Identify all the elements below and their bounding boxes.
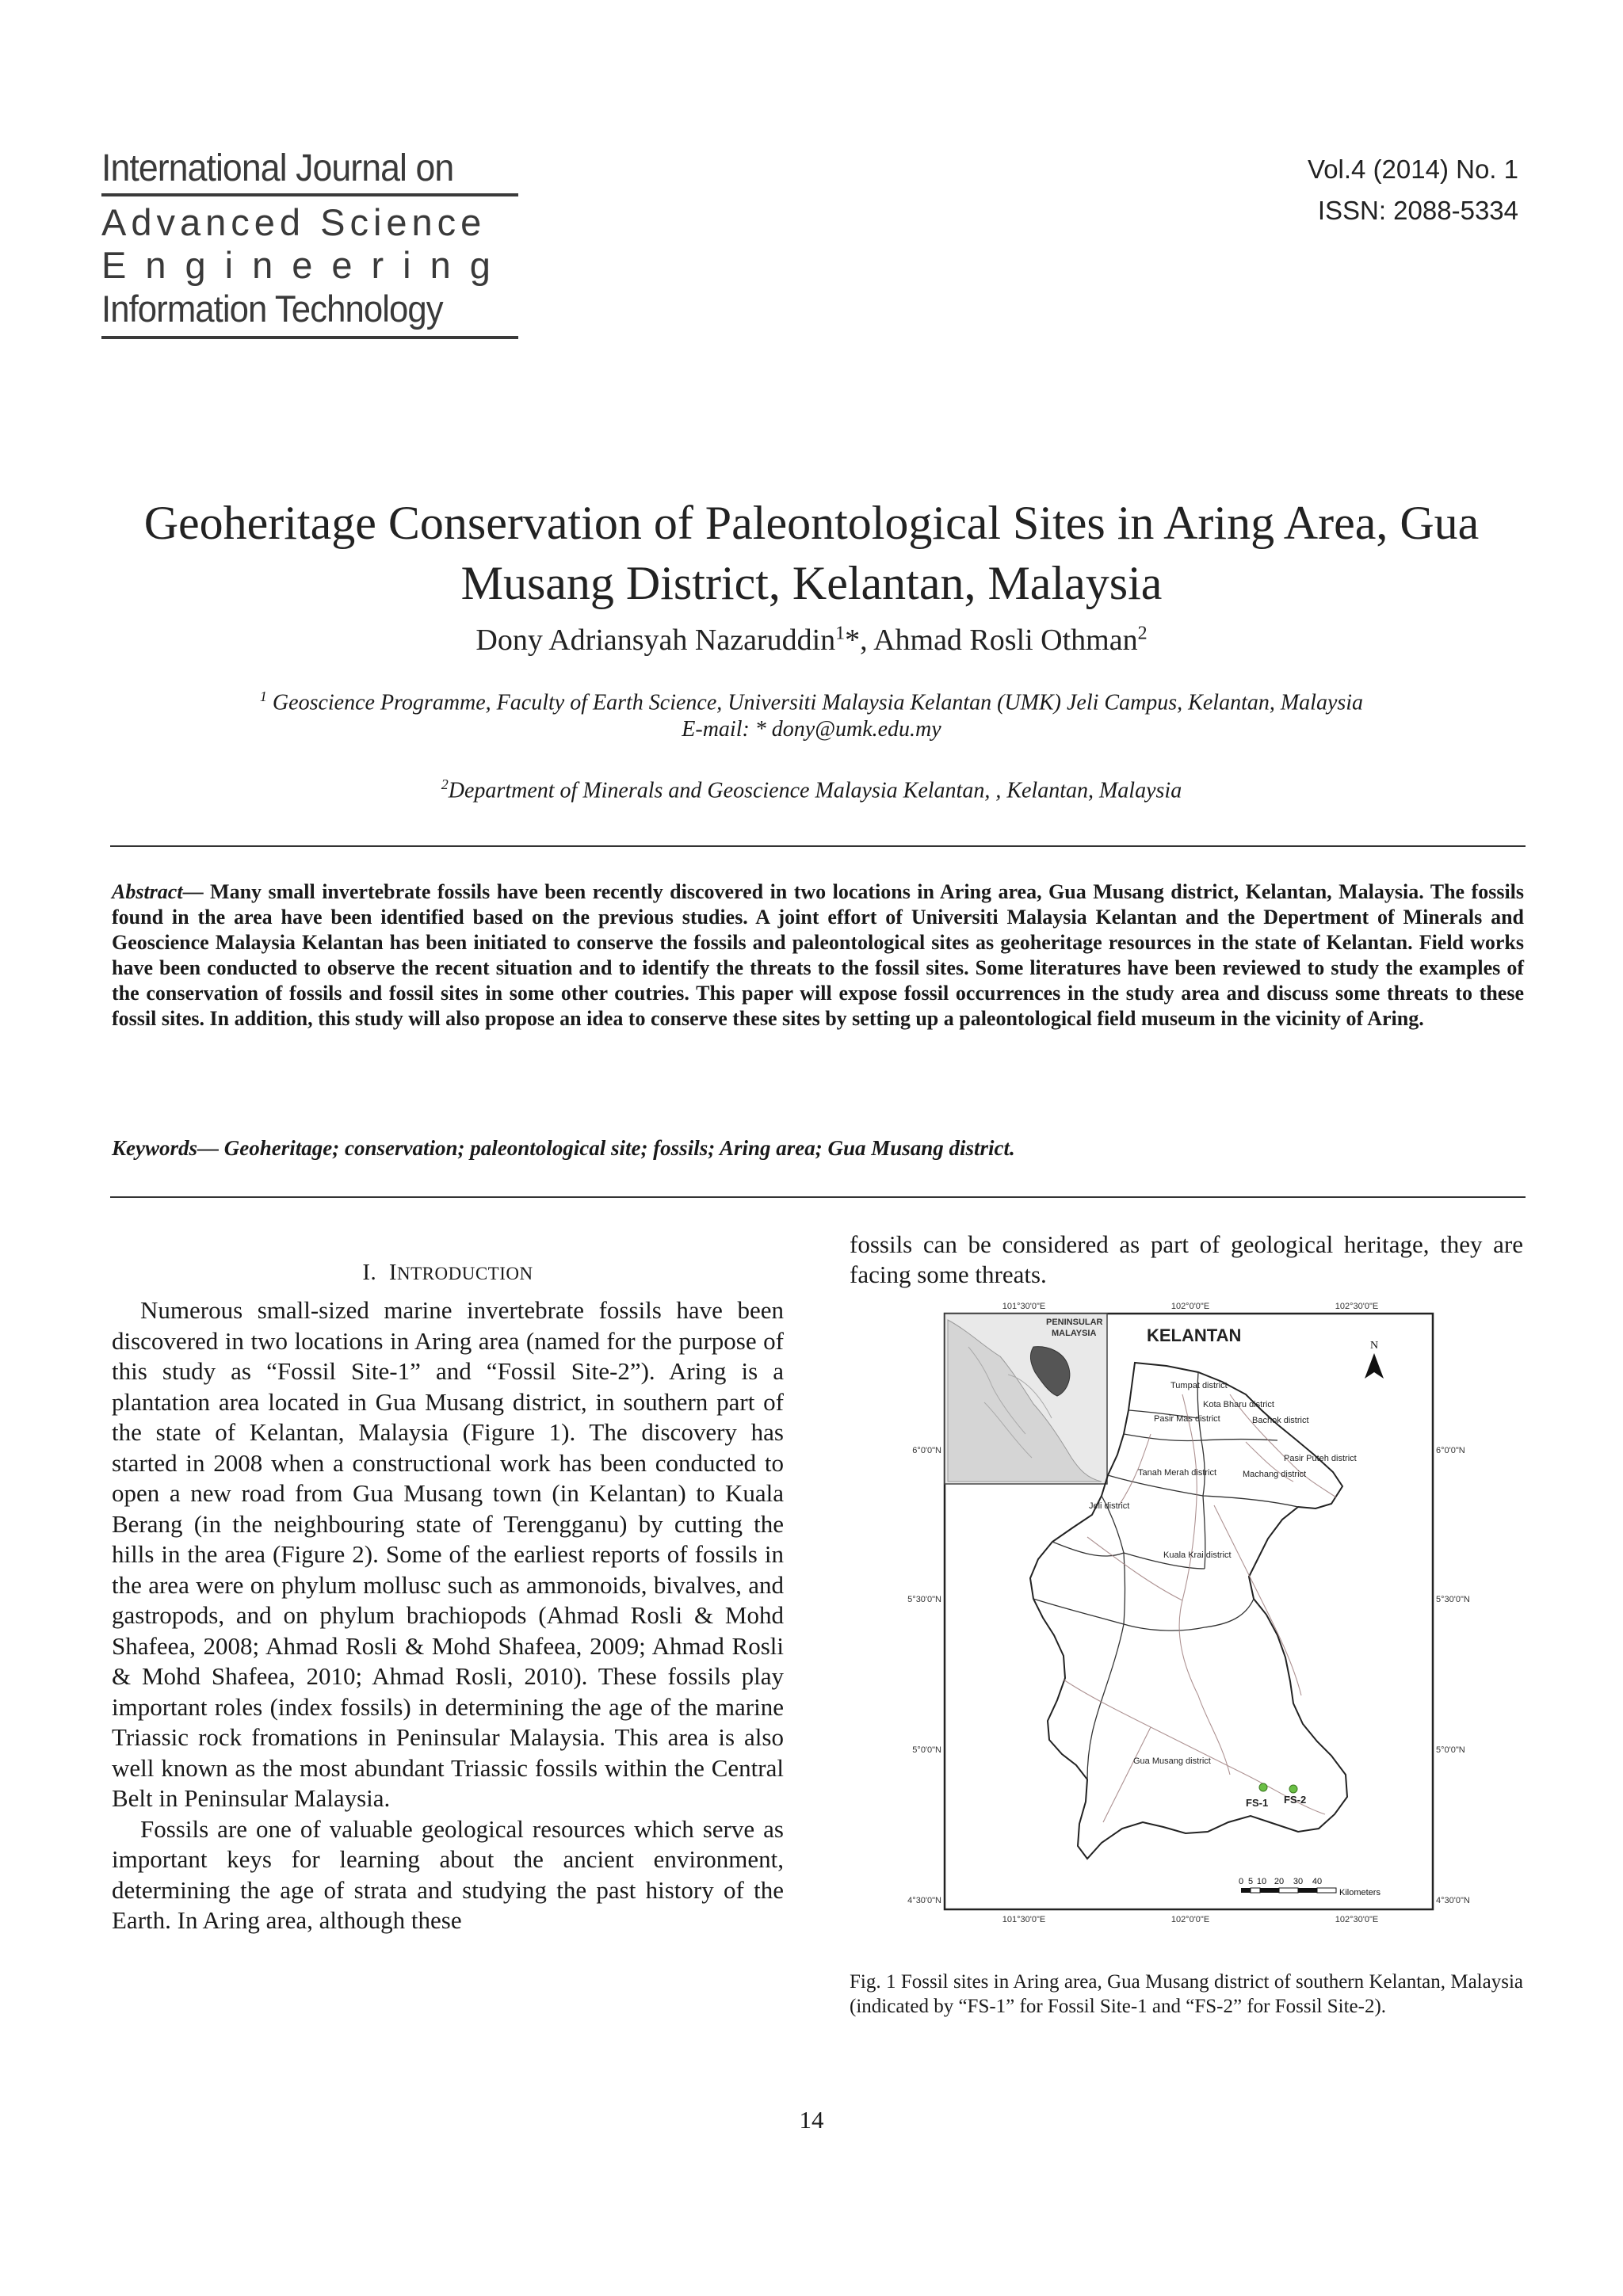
lon-label-top-1: 101°30'0"E — [1002, 1302, 1046, 1311]
section-title-rest: NTRODUCTION — [396, 1264, 533, 1283]
section-number: I. — [362, 1260, 377, 1285]
author-list — [0, 623, 1623, 658]
keywords: Keywords— Geoheritage; conservation; paleontological site; fossils; Aring area; Gua Musang district. — [112, 1136, 1015, 1160]
district-kuala-krai: Kuala Krai district — [1163, 1550, 1232, 1560]
fossil-site-2-label: FS-2 — [1284, 1794, 1307, 1806]
abstract-dash: — — [182, 880, 211, 903]
logo-line-3: Engineering — [101, 244, 510, 286]
lon-label-top-3: 102°30'0"E — [1335, 1302, 1379, 1311]
divider-top — [110, 845, 1526, 847]
issn: ISSN: 2088-5334 — [1317, 196, 1518, 225]
journal-logo — [101, 146, 518, 339]
affiliation-1 — [111, 683, 1512, 743]
author-separator: , — [860, 624, 874, 657]
district-machang: Machang district — [1243, 1470, 1307, 1479]
logo-rule-bottom — [101, 336, 518, 339]
divider-bottom — [110, 1196, 1526, 1198]
corresponding-mark: * — [845, 624, 861, 657]
affiliation-2 — [0, 776, 1623, 803]
district-pasir-mas: Pasir Mas district — [1154, 1414, 1220, 1424]
district-jeli: Jeli district — [1089, 1501, 1130, 1511]
inset-label-line-2: MALAYSIA — [1052, 1329, 1097, 1338]
district-tanah-merah: Tanah Merah district — [1138, 1468, 1217, 1478]
scale-tick-5: 5 — [1247, 1877, 1254, 1886]
fossil-site-1-label: FS-1 — [1246, 1797, 1269, 1809]
lat-label-left-2: 5°30'0"N — [907, 1595, 941, 1604]
lat-label-left-4: 4°30'0"N — [907, 1896, 941, 1905]
logo-line-1: International Journal on — [101, 147, 454, 189]
author-email: E-mail: * dony@umk.edu.my — [682, 717, 941, 742]
body-paragraph-2: Fossils are one of valuable geological resources which serve as important keys for learning about the ancient environment, determining the age of strata and studying the past history of the Earth. In Aring area, although these — [112, 1814, 784, 1934]
lat-label-left-1: 6°0'0"N — [912, 1446, 941, 1455]
author-2-affiliation-mark: 2 — [1137, 623, 1148, 644]
affiliation-1-mark: 1 — [259, 688, 267, 704]
lon-label-bottom-1: 101°30'0"E — [1002, 1915, 1046, 1924]
scale-tick-20: 20 — [1274, 1877, 1285, 1886]
fossil-site-1-marker — [1259, 1783, 1267, 1791]
body-paragraph-3: fossils can be considered as part of geological heritage, they are facing some threats. — [850, 1230, 1523, 1288]
inset-peninsular-map — [945, 1314, 1107, 1484]
scale-tick-30: 30 — [1293, 1877, 1304, 1886]
right-column — [850, 1230, 1523, 1290]
author-2: Ahmad Rosli Othman — [873, 624, 1138, 657]
abstract-label: Abstract — [112, 880, 183, 903]
logo-rule — [101, 193, 518, 196]
lat-label-right-2: 5°30'0"N — [1436, 1595, 1470, 1604]
body-paragraph-1: Numerous small-sized marine invertebrate fossils have been discovered in two locations in Aring area (named for the purpose of this study as “Fossil Site-1” and “Fossil Site-2”). Aring is a plantation area located in Gua Musang district, in southern part of the state of Kelantan, Malaysia (Figure 1). The discovery has started in 2008 when a constructional work has been conducted to open a new road from Gua Musang town (in Kelantan) to Kuala Berang (in the neighbouring state of Terengganu) by cutting the hills in the area (Figure 2). Some of the earliest reports of fossils in the area were on phylum mollusc such as ammonoids, bivalves, and gastropods, and on phylum brachiopods (Ahmad Rosli & Mohd Shafeea, 2008; Ahmad Rosli & Mohd Shafeea, 2009; Ahmad Rosli & Mohd Shafeea, 2010; Ahmad Rosli, 2010). These fossils play important roles (index fossils) in determining the age of the marine Triassic rock fromations in Peninsular Malaysia. This area is also well known as the most abundant Triassic fossils within the Central Belt in Peninsular Malaysia. — [112, 1296, 784, 1812]
district-kota-bharu: Kota Bharu district — [1203, 1400, 1274, 1409]
inset-label-line-1: PENINSULAR — [1046, 1318, 1103, 1327]
volume-number: Vol.4 (2014) No. 1 — [1308, 154, 1518, 184]
section-title-initial: I — [388, 1260, 397, 1285]
logo-line-2: Advanced Science — [101, 201, 487, 243]
lat-label-right-1: 6°0'0"N — [1436, 1446, 1465, 1455]
lat-label-right-4: 4°30'0"N — [1436, 1896, 1470, 1905]
author-1-affiliation-mark: 1 — [835, 623, 846, 644]
district-gua-musang: Gua Musang district — [1133, 1756, 1211, 1766]
lat-label-right-3: 5°0'0"N — [1436, 1745, 1465, 1755]
page-number: 14 — [799, 2106, 824, 2134]
scale-unit: Kilometers — [1339, 1888, 1381, 1897]
abstract-text: Many small invertebrate fossils have been recently discovered in two locations in Aring area, Gua Musang district, Kelantan, Malaysia. The fossils found in the area have been identified based on the previous studies. A joint effort of Universiti Malaysia Kelantan and the Depertment of Minerals and Geoscience Malaysia Kelantan has been initiated to conserve the fossils and paleontological sites as geoheritage resources in the state of Kelantan. Field works have been conducted to observe the recent situation and to identify the threats to the fossil sites. Some literatures have been reviewed to study the examples of the conservation of fossils and fossil sites in some other coutries. This paper will expose fossil occurrences in the study area and discuss some threats to these fossil sites. In addition, this study will also propose an idea to conserve these sites by setting up a paleontological field museum in the vicinity of Aring. — [112, 880, 1525, 1030]
affiliation-2-mark: 2 — [441, 776, 449, 792]
district-pasir-puteh: Pasir Puteh district — [1284, 1454, 1357, 1463]
affiliation-2-text: Department of Minerals and Geoscience Malaysia Kelantan, , Kelantan, Malaysia — [448, 778, 1182, 803]
left-column — [112, 1260, 784, 1936]
state-label: KELANTAN — [1147, 1325, 1242, 1345]
lon-label-bottom-2: 102°0'0"E — [1170, 1915, 1210, 1924]
figure-1-map — [850, 1299, 1525, 1949]
figure-1-caption: Fig. 1 Fossil sites in Aring area, Gua Musang district of southern Kelantan, Malaysia (indicated by “FS-1” for Fossil Site-1 and “FS-2” for Fossil Site-2). — [850, 1971, 1523, 2017]
district-bachok: Bachok district — [1252, 1416, 1309, 1425]
abstract — [112, 879, 1524, 1032]
scale-tick-10: 10 — [1256, 1877, 1267, 1886]
lat-label-left-3: 5°0'0"N — [912, 1745, 941, 1755]
logo-line-4: Information Technology — [101, 288, 443, 330]
fossil-site-2-marker — [1289, 1785, 1297, 1793]
scale-tick-40: 40 — [1312, 1877, 1323, 1886]
paper-title: Geoheritage Conservation of Paleontological Sites in Aring Area, Gua Musang District, Kelantan, Malaysia — [143, 497, 1480, 609]
affiliation-1-text: Geoscience Programme, Faculty of Earth Science, Universiti Malaysia Kelantan (UMK) Jeli Campus, Kelantan, Malaysia — [266, 690, 1364, 715]
author-1: Dony Adriansyah Nazaruddin — [475, 624, 836, 657]
volume-info — [1308, 149, 1518, 231]
lon-label-bottom-3: 102°30'0"E — [1335, 1915, 1379, 1924]
scale-tick-0: 0 — [1238, 1877, 1244, 1886]
section-heading — [112, 1260, 784, 1286]
district-tumpat: Tumpat district — [1170, 1381, 1228, 1390]
lon-label-top-2: 102°0'0"E — [1170, 1302, 1210, 1311]
north-label: N — [1369, 1340, 1379, 1352]
